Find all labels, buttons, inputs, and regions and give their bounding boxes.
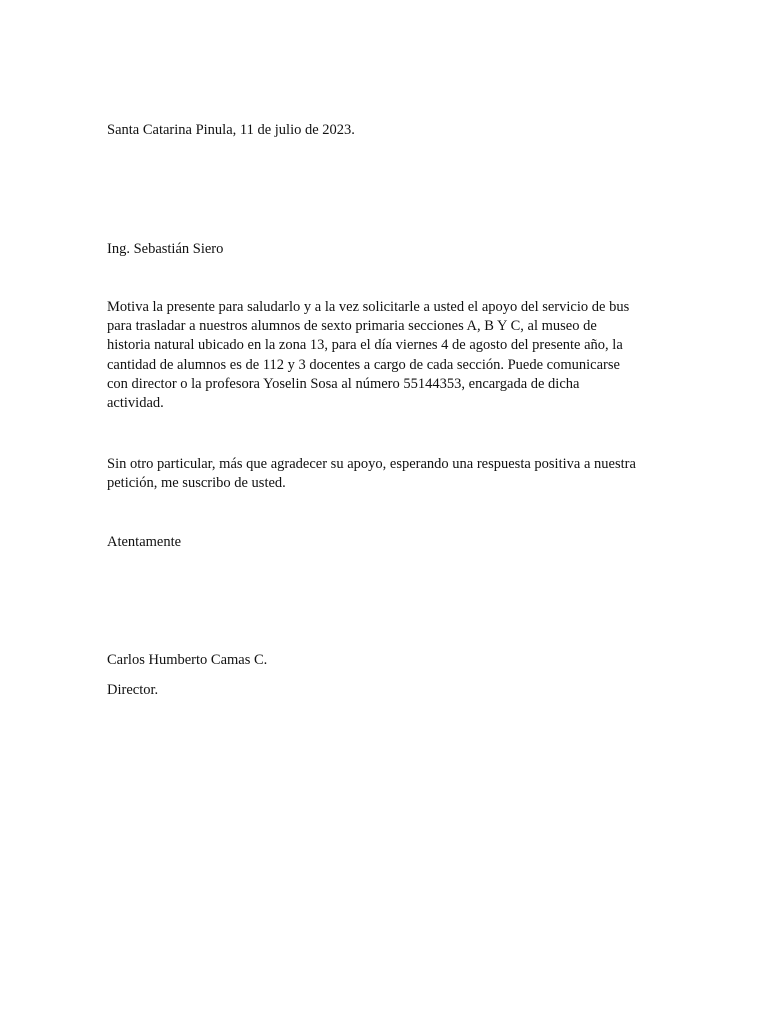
- sign-off: Atentamente: [107, 534, 182, 550]
- body-line: para trasladar a nuestros alumnos de sexto primaria secciones A, B Y C, al museo de: [107, 318, 597, 335]
- recipient-name: Ing. Sebastián Siero: [107, 241, 224, 257]
- body-line: actividad.: [107, 395, 164, 412]
- closing-paragraph: [107, 455, 667, 493]
- closing-line: petición, me suscribo de usted.: [107, 475, 286, 492]
- body-line: historia natural ubicado en la zona 13, para el día viernes 4 de agosto del presente año, la: [107, 337, 623, 354]
- body-line: Motiva la presente para saludarlo y a la vez solicitarle a usted el apoyo del servicio de bus: [107, 299, 630, 315]
- body-paragraph: [107, 298, 667, 413]
- signer-title: Director.: [107, 682, 159, 698]
- body-line: cantidad de alumnos es de 112 y 3 docentes a cargo de cada sección. Puede comunicarse: [107, 356, 620, 373]
- date-line: Santa Catarina Pinula, 11 de julio de 2023.: [107, 122, 355, 138]
- signer-name: Carlos Humberto Camas C.: [107, 652, 268, 668]
- body-line: con director o la profesora Yoselin Sosa al número 55144353, encargada de dicha: [107, 375, 580, 392]
- closing-line: Sin otro particular, más que agradecer su apoyo, esperando una respuesta positiva a nuestra: [107, 456, 636, 472]
